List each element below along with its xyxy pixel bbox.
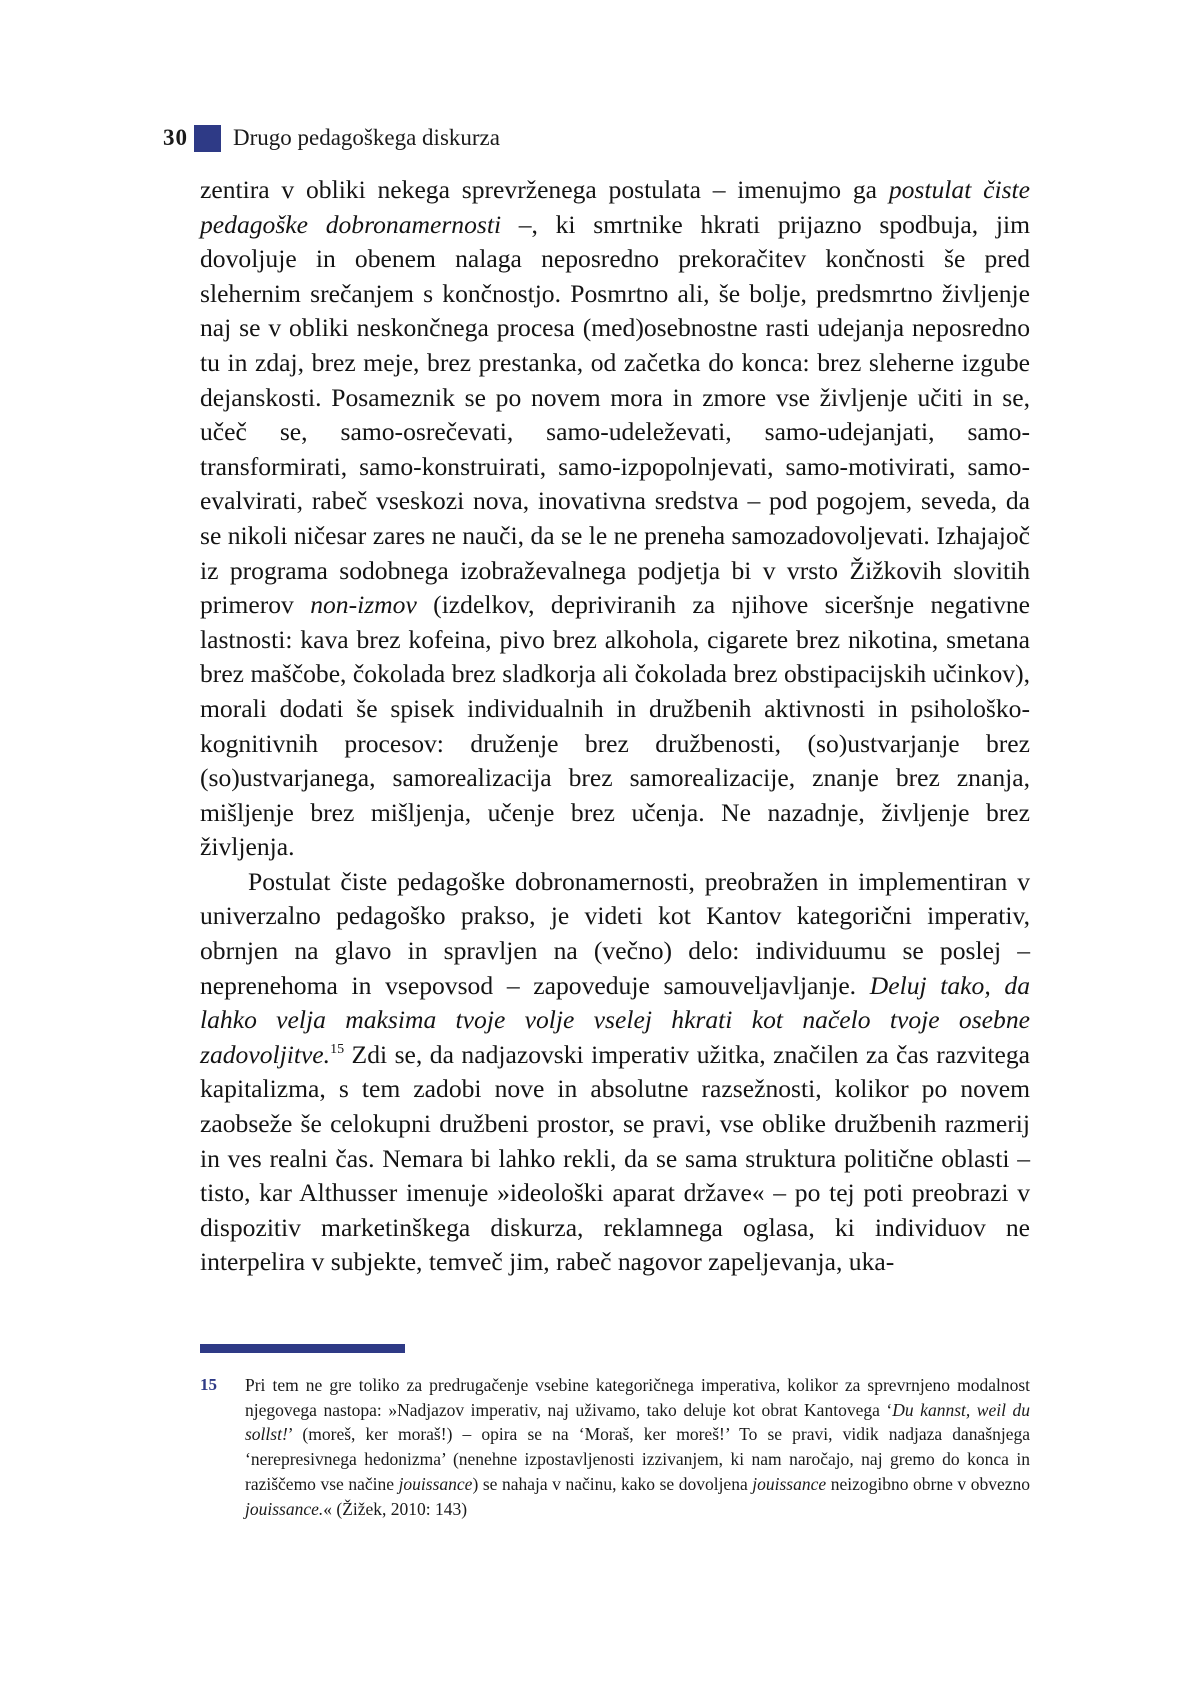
- page-number: 30: [163, 125, 188, 150]
- text-span: Pri tem ne gre toliko za predrugačenje vsebine kategoričnega imperativa, kolikor za sprevrnjeno modalnost njegovega nastopa: »Nadjazov imperativ, naj uživamo, tako deluje kot obrat Kantovega ‘: [245, 1375, 1030, 1420]
- italic-maxim: Deluj tako, da lahko velja maksima tvoje volje vselej hkrati kot načelo tvoje osebne zadovoljitve.: [200, 970, 1030, 1069]
- text-span: ’ (moreš, ker moraš!) – opira se na ‘Moraš, ker moreš!’ To se pravi, vidik nadjaza današnjega ‘nerepresivnega hedonizma’ (nenehne izpostavljenosti izzivanjem, ki nam naročajo, naj gremo do konca in raziščemo vse načine: [245, 1424, 1030, 1494]
- italic-term: postulat čiste pedagoške dobronamernosti: [200, 175, 1030, 239]
- text-span: (izdelkov, depriviranih za njihove siceršnje negativne lastnosti: kava brez kofeina, pivo brez alkohola, cigarete brez nikotina, smetana brez maščobe, čokolada brez sladkorja ali čokolada brez obstipacijskih učinkov), morali dodati še spisek individualnih in družbenih aktivnosti in psihološko-kognitivnih procesov: druženje brez družbenosti, (so)ustvarjanje brez (so)ustvarjanega, samorealizacija brez samorealizacije, znanje brez znanja, mišljenje brez mišljenja, učenje brez učenja. Ne nazadnje, življenje brez življenja.: [200, 590, 1030, 862]
- text-span: Zdi se, da nadjazovski imperativ užitka, značilen za čas razvitega kapitalizma, s tem zadobi nove in absolutne razsežnosti, kolikor po novem zaobseže še celokupni družbeni prostor, se pravi, vse oblike družbenih razmerij in ves realni čas. Nemara bi lahko rekli, da se sama struktura politične oblasti – tisto, kar Althusser imenuje »ideološki aparat države« – po tej poti preobrazi v dispozitiv marketinškega diskurza, reklamnega oglasa, ki individuov ne interpelira v subjekte, temveč jim, rabeč nagovor zapeljevanja, uka-: [200, 1039, 1030, 1277]
- italic-term: jouissance: [398, 1473, 473, 1494]
- italic-quote: Du kannst, weil du sollst!: [245, 1399, 1030, 1445]
- footnote-rule: [200, 1344, 405, 1353]
- italic-term: jouissance.: [245, 1498, 324, 1519]
- paragraph-1: [200, 173, 1030, 865]
- text-span: zentira v obliki nekega sprevrženega postulata – imenujmo ga: [200, 175, 889, 204]
- running-title: Drugo pedagoškega diskurza: [233, 125, 500, 150]
- text-span: neizogibno obrne v obvezno: [826, 1473, 1030, 1494]
- footnote-text: [245, 1373, 1030, 1521]
- italic-term: jouissance: [752, 1473, 827, 1494]
- italic-term: non-izmov: [310, 590, 417, 620]
- running-header: [163, 122, 500, 154]
- footnote-ref[interactable]: 15: [330, 1041, 345, 1057]
- text-span: Postulat čiste pedagoške dobronamernosti, preobražen in implementiran v univerzalno pedagoško prakso, je videti kot Kantov kategorični imperativ, obrnjen na glavo in spravljen na (večno) delo: individuumu se poslej – neprenehoma in vsepovsod – zapoveduje samouveljavljanje.: [200, 866, 1030, 1000]
- text-span: ) se nahaja v načinu, kako se dovoljena: [472, 1473, 753, 1494]
- body-text: [200, 173, 1030, 1280]
- blue-square-icon: [194, 125, 221, 152]
- paragraph-2: [200, 865, 1030, 1280]
- text-span: –, ki smrtnike hkrati prijazno spodbuja, jim dovoljuje in obenem nalaga neposredno prekoračitev končnosti še pred slehernim srečanjem s končnostjo. Posmrtno ali, še bolje, predsmrtno življenje naj se v obliki neskončnega procesa (med)osebnostne rasti udejanja neposredno tu in zdaj, brez meje, brez prestanka, od začetka do konca: brez sleherne izgube dejanskosti. Posameznik se po novem mora in zmore vse življenje učiti in se, učeč se, samo-osrečevati, samo-udeleževati, samo-udejanjati, samo-transformirati, samo-konstruirati, samo-izpopolnjevati, samo-motivirati, samo-evalvirati, rabeč vseskozi nova, inovativna sredstva – pod pogojem, seveda, da se nikoli ničesar zares ne nauči, da se le ne preneha samozadovoljevati. Izhajajoč iz programa sodobnega izobraževalnega podjetja bi v vrsto Žižkovih slovitih primerov: [200, 209, 1030, 620]
- footnote-number: 15: [200, 1375, 217, 1394]
- text-span: « (Žižek, 2010: 143): [323, 1498, 468, 1519]
- footnote: [200, 1373, 1030, 1521]
